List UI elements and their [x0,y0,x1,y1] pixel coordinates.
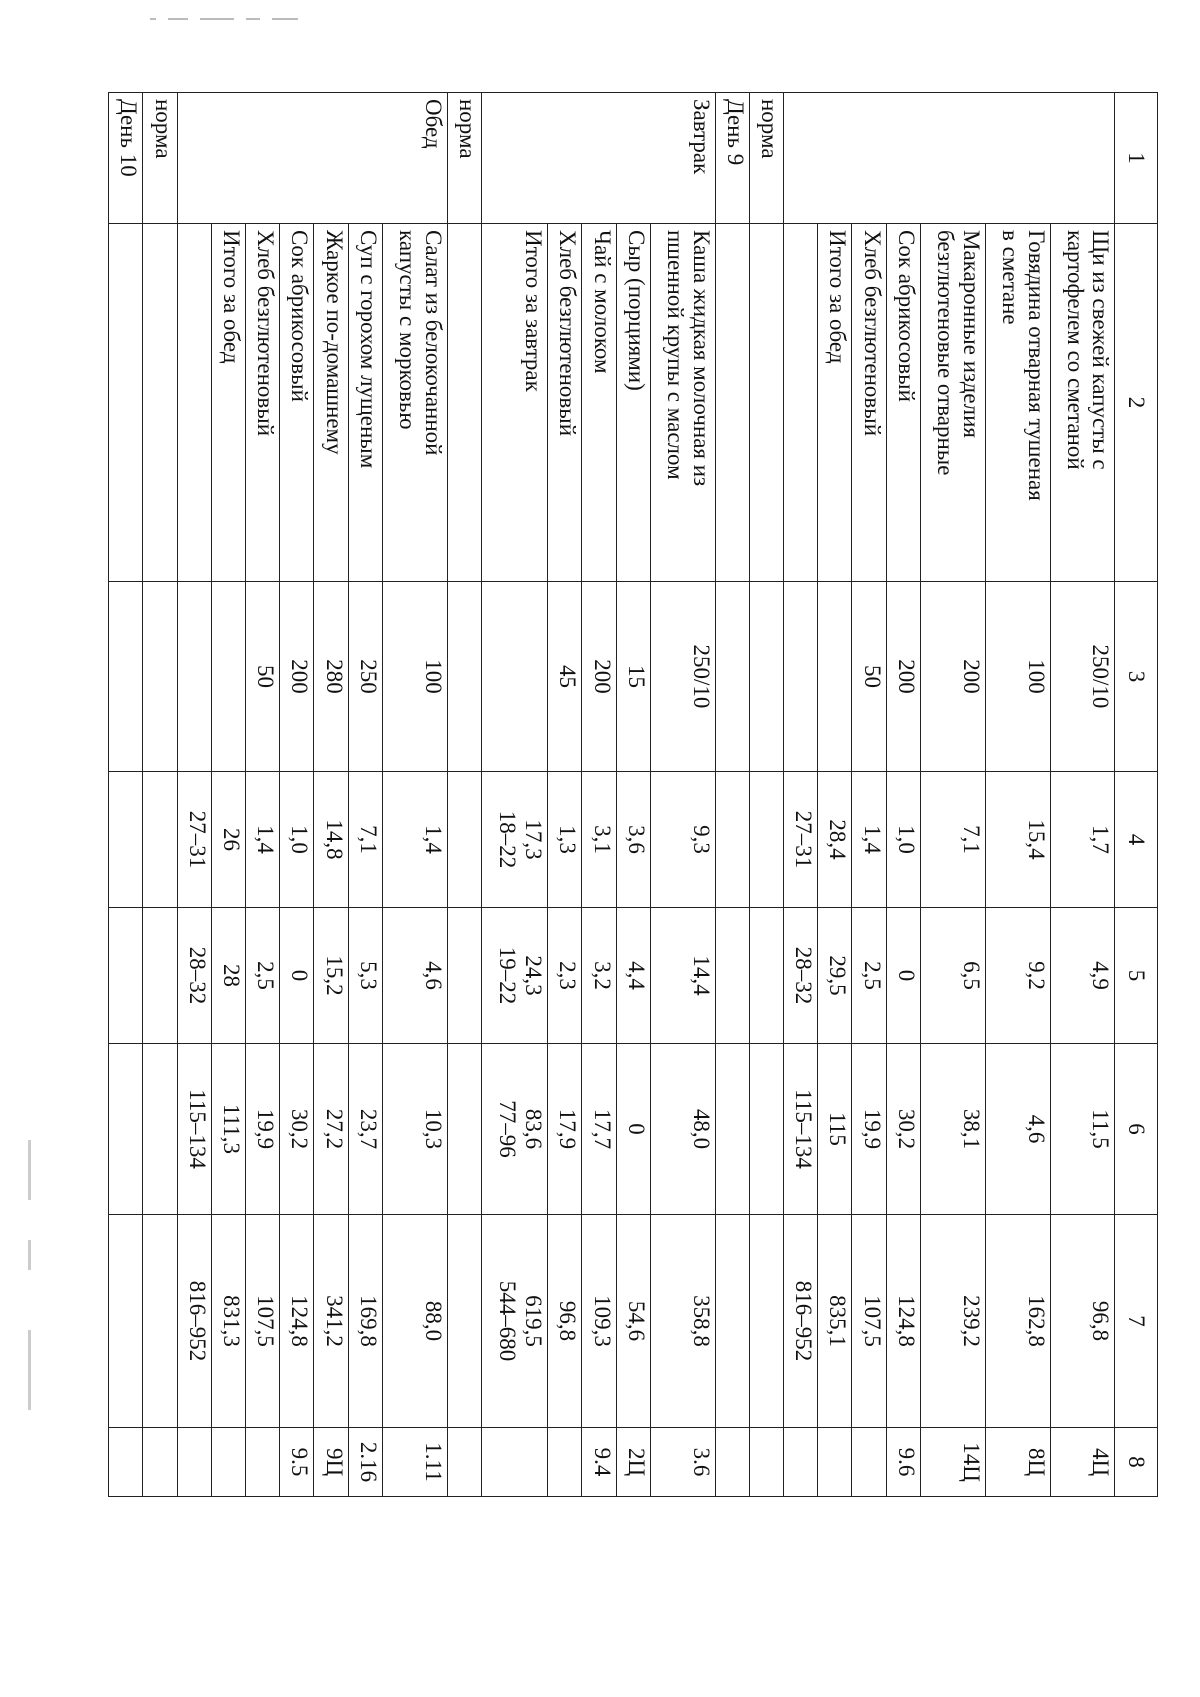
recipe-number [246,1428,280,1497]
recipe-number [784,1428,818,1497]
protein-value: 1,0 [886,772,920,908]
meal-label: Завтрак [482,93,716,224]
fat-value: 15,2 [314,908,348,1044]
protein-norm: 27–31 [784,772,818,908]
fat-value: 4,6 [382,908,447,1044]
recipe-number: 9.6 [886,1428,920,1497]
kcal-value: 96,8 [1050,1215,1115,1428]
protein-value: 9,3 [650,772,715,908]
portion-weight [784,582,818,772]
kcal-value: 107,5 [852,1215,886,1428]
table-row [1050,93,1115,1497]
carbs-value: 115 [818,1044,852,1215]
kcal-value: 107,5 [246,1215,280,1428]
empty-cell [749,1215,783,1428]
norm-label: норма [143,93,177,224]
portion-weight: 200 [280,582,314,772]
dish-name: Макаронные изделия безглютеновые отварные [920,224,985,582]
portion-weight: 45 [548,582,582,772]
protein-value: 28,4 [818,772,852,908]
protein-norm: 18–22 [495,810,521,869]
portion-weight: 100 [382,582,447,772]
fat-norm: 28–32 [784,908,818,1044]
table-row [314,93,348,1497]
dish-name: Хлеб безглютеновый [246,224,280,582]
norm-spacer [177,224,211,582]
column-number: 6 [1115,1044,1158,1215]
protein-value: 1,3 [548,772,582,908]
kcal-norm: 544–680 [495,1280,521,1362]
recipe-number [177,1428,211,1497]
recipe-number: 3.6 [650,1428,715,1497]
recipe-number: 8Ц [985,1428,1050,1497]
empty-cell [143,1428,177,1497]
dish-name: Хлеб безглютеновый [548,224,582,582]
empty-cell [143,1044,177,1215]
empty-cell [447,772,481,908]
table-row [985,93,1050,1497]
kcal-value: 54,6 [616,1215,650,1428]
recipe-number: 9Ц [314,1428,348,1497]
empty-cell [109,224,143,582]
carbs-value: 38,1 [920,1044,985,1215]
norm-row [177,93,211,1497]
empty-cell [749,1044,783,1215]
empty-cell [749,582,783,772]
scan-edge-mark [28,1330,31,1410]
carbs-value: 19,9 [246,1044,280,1215]
portion-weight: 250/10 [1050,582,1115,772]
portion-weight [818,582,852,772]
norm-label-row [447,93,481,1497]
empty-cell [143,1215,177,1428]
portion-weight: 200 [886,582,920,772]
carbs-value: 0 [616,1044,650,1215]
kcal-value: 96,8 [548,1215,582,1428]
protein-norm: 27–31 [177,772,211,908]
portion-weight: 15 [616,582,650,772]
protein-value: 14,8 [314,772,348,908]
column-number: 8 [1115,1428,1158,1497]
fat-value: 29,5 [818,908,852,1044]
protein-value: 7,1 [348,772,382,908]
empty-cell [447,1044,481,1215]
empty-cell [143,908,177,1044]
dish-name: Сыр (порциями) [616,224,650,582]
empty-cell [749,908,783,1044]
empty-cell [109,1215,143,1428]
carbs-value: 17,9 [548,1044,582,1215]
kcal-value: 341,2 [314,1215,348,1428]
portion-weight: 200 [582,582,616,772]
dish-name: Каша жидкая молочная из пшенной крупы с маслом [650,224,715,582]
fat-value: 2,5 [852,908,886,1044]
table-row [348,93,382,1497]
empty-cell [143,224,177,582]
fat-value: 4,4 [616,908,650,1044]
carbs-value: 30,2 [280,1044,314,1215]
protein-value: 1,4 [382,772,447,908]
protein-value: 3,6 [616,772,650,908]
portion-weight [177,582,211,772]
protein-value: 1,4 [852,772,886,908]
fat-value: 5,3 [348,908,382,1044]
day-row [109,93,143,1497]
protein-value: 26 [211,772,245,908]
portion-weight: 250 [348,582,382,772]
fat-value: 9,2 [985,908,1050,1044]
total-row [211,93,245,1497]
rotated-table-frame [108,92,1158,1482]
kcal-value: 109,3 [582,1215,616,1428]
kcal-value: 358,8 [650,1215,715,1428]
kcal-value: 619,5 544–680 [482,1215,548,1428]
total-row [482,93,548,1497]
portion-weight [482,582,548,772]
portion-weight: 280 [314,582,348,772]
protein-value: 17,3 18–22 [482,772,548,908]
recipe-number: 9.4 [582,1428,616,1497]
dish-name: Говядина отварная тушеная в сметане [985,224,1050,582]
norm-label: норма [447,93,481,224]
dish-name: Жаркое по-домашнему [314,224,348,582]
empty-cell [143,582,177,772]
kcal-value: 162,8 [985,1215,1050,1428]
empty-cell [109,1044,143,1215]
carbs-value: 83,6 77–96 [482,1044,548,1215]
column-number: 1 [1115,93,1158,224]
meal-label-cell [784,93,1115,224]
empty-cell [715,1044,749,1215]
empty-cell [715,582,749,772]
portion-weight: 50 [246,582,280,772]
table-row [886,93,920,1497]
empty-cell [749,772,783,908]
portion-weight: 200 [920,582,985,772]
fat-value: 2,3 [548,908,582,1044]
day-row [715,93,749,1497]
protein-value: 3,1 [582,772,616,908]
dish-name: Сок абрикосовый [886,224,920,582]
menu-nutrition-table [108,92,1158,1497]
dish-name: Салат из белокочанной капусты с морковью [382,224,447,582]
table-row [920,93,985,1497]
portion-weight: 250/10 [650,582,715,772]
recipe-number: 1.11 [382,1428,447,1497]
column-number: 7 [1115,1215,1158,1428]
kcal-norm: 816–952 [177,1215,211,1428]
recipe-number: 2Ц [616,1428,650,1497]
table-row [650,93,715,1497]
dish-name: Хлеб безглютеновый [852,224,886,582]
scan-edge-mark [28,1240,31,1270]
fat-value: 0 [886,908,920,1044]
empty-cell [109,908,143,1044]
portion-weight: 50 [852,582,886,772]
empty-cell [749,1428,783,1497]
dish-name: Чай с молоком [582,224,616,582]
empty-cell [715,1428,749,1497]
dish-name: Щи из свежей капусты с картофелем со сметаной [1050,224,1115,582]
empty-cell [143,772,177,908]
table-row [548,93,582,1497]
recipe-number [482,1428,548,1497]
kcal-value: 239,2 [920,1215,985,1428]
day-label: День 9 [715,93,749,224]
empty-cell [715,224,749,582]
kcal-value: 88,0 [382,1215,447,1428]
empty-cell [109,1428,143,1497]
column-number: 4 [1115,772,1158,908]
total-label: Итого за обед [818,224,852,582]
kcal-norm: 816–952 [784,1215,818,1428]
dish-name: Сок абрикосовый [280,224,314,582]
fat-value: 28 [211,908,245,1044]
carbs-value: 30,2 [886,1044,920,1215]
carbs-value: 23,7 [348,1044,382,1215]
column-number-row [1115,93,1158,1497]
recipe-number [211,1428,245,1497]
protein-value: 1,0 [280,772,314,908]
fat-value: 4,9 [1050,908,1115,1044]
carbs-value: 11,5 [1050,1044,1115,1215]
fat-value: 14,4 [650,908,715,1044]
kcal-value: 124,8 [886,1215,920,1428]
meal-label: Обед [177,93,447,224]
recipe-number: 2.16 [348,1428,382,1497]
recipe-number: 14Ц [920,1428,985,1497]
table-row [246,93,280,1497]
rotated-table-inner [108,92,1158,1482]
day-label: День 10 [109,93,143,224]
fat-value: 3,2 [582,908,616,1044]
carbs-value: 10,3 [382,1044,447,1215]
total-label: Итого за обед [211,224,245,582]
empty-cell [447,582,481,772]
carbs-value: 48,0 [650,1044,715,1215]
recipe-number [818,1428,852,1497]
total-row [818,93,852,1497]
column-number: 2 [1115,224,1158,582]
empty-cell [715,908,749,1044]
norm-label: норма [749,93,783,224]
table-row [852,93,886,1497]
table-row [582,93,616,1497]
dish-name: Суп с горохом лущеным [348,224,382,582]
table-row [382,93,447,1497]
table-row [616,93,650,1497]
fat-value: 24,3 19–22 [482,908,548,1044]
carbs-norm: 115–134 [784,1044,818,1215]
empty-cell [109,772,143,908]
carbs-value: 27,2 [314,1044,348,1215]
protein-value: 7,1 [920,772,985,908]
fat-norm: 19–22 [495,946,521,1005]
carbs-value: 19,9 [852,1044,886,1215]
table-row [280,93,314,1497]
empty-cell [447,1215,481,1428]
norm-label-row [143,93,177,1497]
recipe-number [548,1428,582,1497]
protein-value: 1,7 [1050,772,1115,908]
kcal-value: 835,1 [818,1215,852,1428]
norm-row [784,93,818,1497]
kcal-value: 831,3 [211,1215,245,1428]
empty-cell [447,224,481,582]
scan-edge-mark [28,1140,31,1200]
empty-cell [109,582,143,772]
recipe-number: 9.5 [280,1428,314,1497]
kcal-value: 124,8 [280,1215,314,1428]
empty-cell [447,908,481,1044]
kcal-value: 169,8 [348,1215,382,1428]
carbs-norm: 77–96 [495,1100,521,1158]
empty-cell [749,224,783,582]
protein-value: 1,4 [246,772,280,908]
scan-noise [150,10,410,18]
fat-value: 0 [280,908,314,1044]
column-number: 3 [1115,582,1158,772]
portion-weight: 100 [985,582,1050,772]
column-number: 5 [1115,908,1158,1044]
total-label: Итого за завтрак [482,224,548,582]
carbs-value: 111,3 [211,1044,245,1215]
carbs-value: 4,6 [985,1044,1050,1215]
norm-label-row [749,93,783,1497]
portion-weight [211,582,245,772]
fat-value: 6,5 [920,908,985,1044]
empty-cell [715,772,749,908]
fat-value: 2,5 [246,908,280,1044]
protein-value: 15,4 [985,772,1050,908]
recipe-number [852,1428,886,1497]
fat-norm: 28–32 [177,908,211,1044]
carbs-value: 17,7 [582,1044,616,1215]
empty-cell [715,1215,749,1428]
empty-cell [447,1428,481,1497]
norm-spacer [784,224,818,582]
carbs-norm: 115–134 [177,1044,211,1215]
recipe-number: 4Ц [1050,1428,1115,1497]
